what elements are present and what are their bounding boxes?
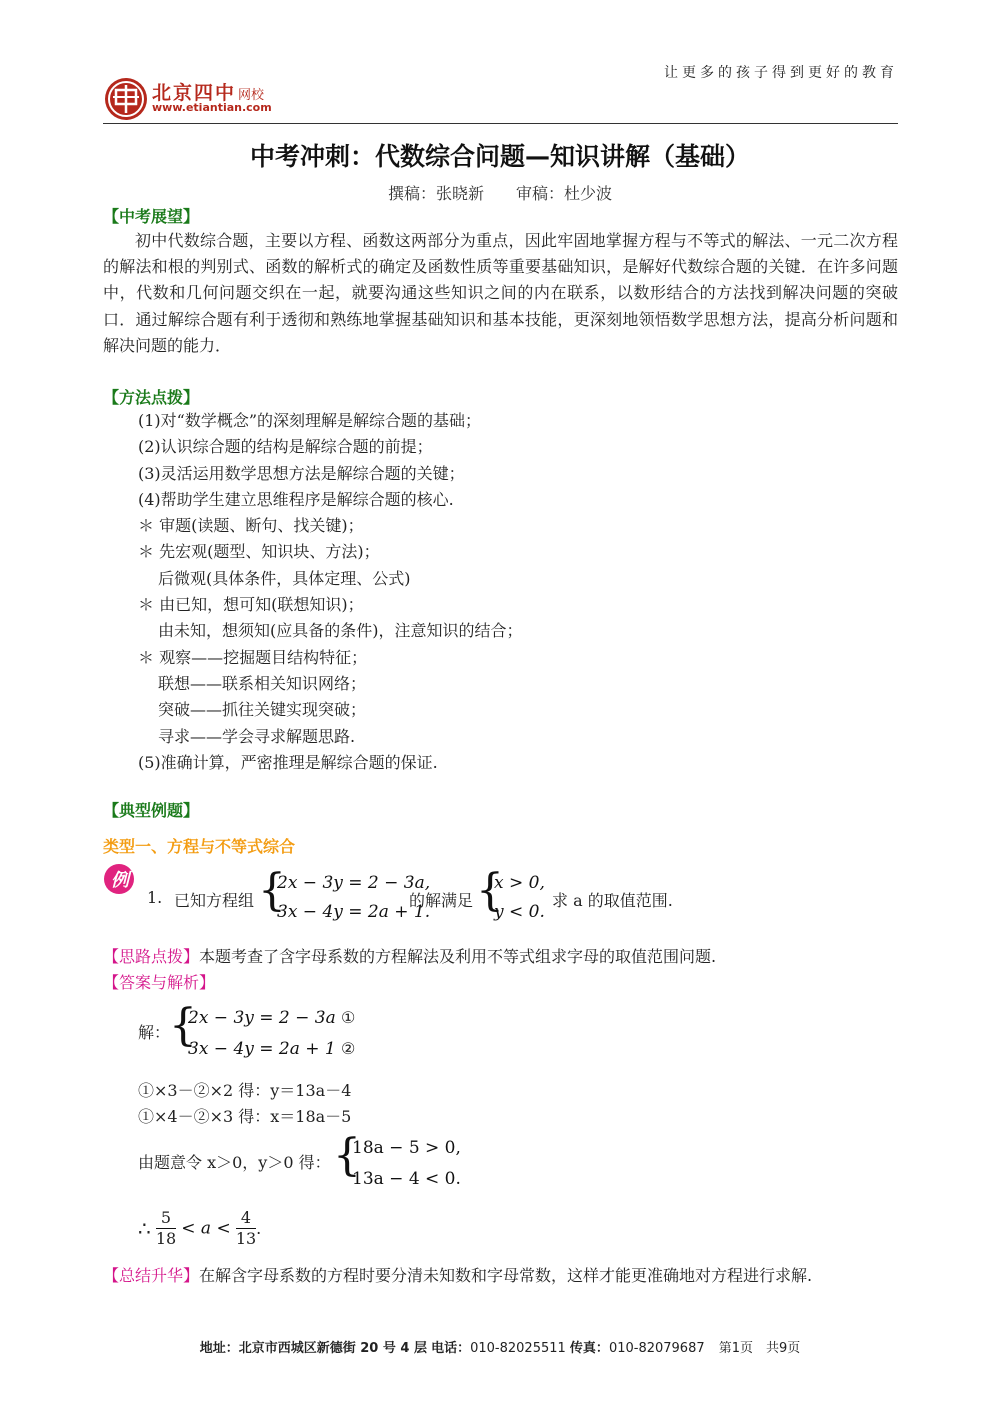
fraction-upper: [236, 1208, 256, 1249]
method-item: 后微观(具体条件，具体定理、公式): [158, 568, 411, 588]
condition-one: x > 0,: [494, 873, 545, 893]
equation-one: 2x − 3y = 2 − 3a,: [277, 873, 431, 893]
phone-label: 电话：: [431, 1341, 471, 1356]
summary-text: 在解含字母系数的方程时要分清未知数和字母常数，这样才能更准确地对方程进行求解.: [199, 1266, 813, 1285]
method-item: 突破——抓往关键实现突破；: [158, 700, 367, 720]
answer-tag: 【答案与解析】: [103, 973, 216, 992]
method-item: (5)准确计算，严密推理是解综合题的保证.: [138, 752, 438, 772]
method-heading: 【方法点拨】: [103, 388, 200, 407]
method-item: ＊ 由已知，想可知(联想知识)；: [138, 595, 364, 615]
method-list: [138, 408, 523, 776]
question-number: 1.: [147, 888, 163, 907]
type-one-heading: 类型一、方程与不等式综合: [103, 837, 296, 856]
fraction-denominator: 13: [235, 1229, 257, 1248]
equation-mark-one: ①: [341, 1008, 356, 1027]
fax: 010-82079687: [608, 1341, 705, 1356]
therefore-symbol: ∴: [138, 1216, 151, 1241]
fraction-lower: [156, 1208, 176, 1249]
fax-label: 传真：: [569, 1341, 609, 1356]
brace-left: {: [476, 865, 504, 916]
method-item: ＊ 审题(读题、断句、找关键)；: [138, 516, 364, 536]
hint-text: 本题考查了含字母系数的方程解法及利用不等式组求字母的取值范围问题.: [199, 947, 717, 966]
header-divider: [103, 123, 898, 124]
phone: 010-82025511: [470, 1341, 566, 1356]
question-prefix: 已知方程组: [174, 891, 255, 910]
page-title: 中考冲刺：代数综合问题—知识讲解（基础）: [249, 142, 750, 171]
inequality-sign: < a <: [181, 1218, 231, 1239]
outlook-text: 初中代数综合题，主要以方程、函数这两部分为重点，因此牢固地掌握方程与不等式的解法、一元二次方程的解法和根的判别式、函数的解析式的确定及函数性质等重要基础知识，是解好代数综合题的关键．在许多问题中，代数和几何问题交织在一起，就要沟通这些知识之间的内在联系，以数形结合的方法找到解决问题的突破口．通过解综合题有利于透彻和熟练地掌握基础知识和基本技能，更深刻地领悟数学思想方法，提高分析问题和解决问题的能力．: [103, 231, 898, 355]
method-item: ＊ 先宏观(题型、知识块、方法)；: [138, 542, 380, 562]
step-three-prefix: 由题意令 x＞0，y＞0 得：: [138, 1153, 331, 1172]
inequality-two: 13a − 4 < 0.: [352, 1169, 461, 1189]
fraction-numerator: 4: [236, 1208, 256, 1229]
question-mid: 的解满足: [409, 891, 474, 910]
question-suffix: 求 a 的取值范围.: [552, 891, 673, 910]
logo-url: www.etiantian.com: [152, 101, 272, 114]
brace-left: {: [333, 1130, 361, 1181]
address: 北京市西城区新德街 20 号 4 层: [238, 1341, 427, 1356]
method-item: (2)认识综合题的结构是解综合题的前提；: [138, 437, 433, 457]
brace-left: {: [169, 1000, 197, 1051]
method-item: ＊ 观察——挖掘题目结构特征；: [138, 647, 368, 667]
hint-tag: 【思路点拨】: [103, 947, 200, 966]
examples-heading: 【典型例题】: [103, 801, 200, 820]
fraction-numerator: 5: [156, 1208, 176, 1229]
page-footer: [0, 1337, 1000, 1356]
equation-two: 3x − 4y = 2a + 1.: [277, 902, 431, 922]
school-logo-icon: [103, 76, 149, 122]
inequality-one: 18a − 5 > 0,: [352, 1138, 461, 1158]
logo-sub: 网校: [238, 88, 265, 103]
page-number: 第1页 共9页: [718, 1341, 801, 1356]
brace-left: {: [258, 865, 286, 916]
method-item: (1)对“数学概念”的深刻理解是解综合题的基础；: [138, 411, 482, 430]
step-one: ①×3－②×2 得：y＝13a－4: [138, 1081, 352, 1100]
hint-line: [103, 944, 716, 967]
end-dot: .: [256, 1219, 262, 1238]
result-expression: [138, 1208, 261, 1249]
method-item: (4)帮助学生建立思维程序是解综合题的核心.: [138, 489, 454, 509]
logo-name-text: 北京四中: [152, 82, 237, 104]
solution-label: 解：: [138, 1023, 171, 1042]
step-two: ①×4－②×3 得：x＝18a－5: [138, 1107, 352, 1126]
fraction-denominator: 18: [155, 1229, 177, 1248]
solution-equation-two: 3x − 4y = 2a + 1: [188, 1039, 336, 1059]
method-item: 由未知，想须知(应具备的条件)，注意知识的结合；: [158, 621, 523, 641]
byline: 撰稿：张晓新 审稿：杜少波: [387, 184, 612, 203]
summary-line: [103, 1263, 812, 1286]
method-item: (3)灵活运用数学思想方法是解综合题的关键；: [138, 463, 465, 483]
condition-two: y < 0.: [494, 902, 545, 922]
example-badge-label: 例: [111, 870, 129, 891]
method-item: 联想——联系相关知识网络；: [158, 673, 367, 693]
solution-equation-one: 2x − 3y = 2 − 3a: [188, 1008, 336, 1028]
slogan: 让更多的孩子得到更好的教育: [664, 65, 898, 81]
outlook-heading: 【中考展望】: [103, 207, 200, 226]
method-item: 寻求——学会寻求解题思路.: [158, 726, 356, 746]
equation-mark-two: ②: [341, 1039, 356, 1058]
address-label: 地址：: [199, 1341, 239, 1356]
summary-tag: 【总结升华】: [103, 1266, 200, 1285]
